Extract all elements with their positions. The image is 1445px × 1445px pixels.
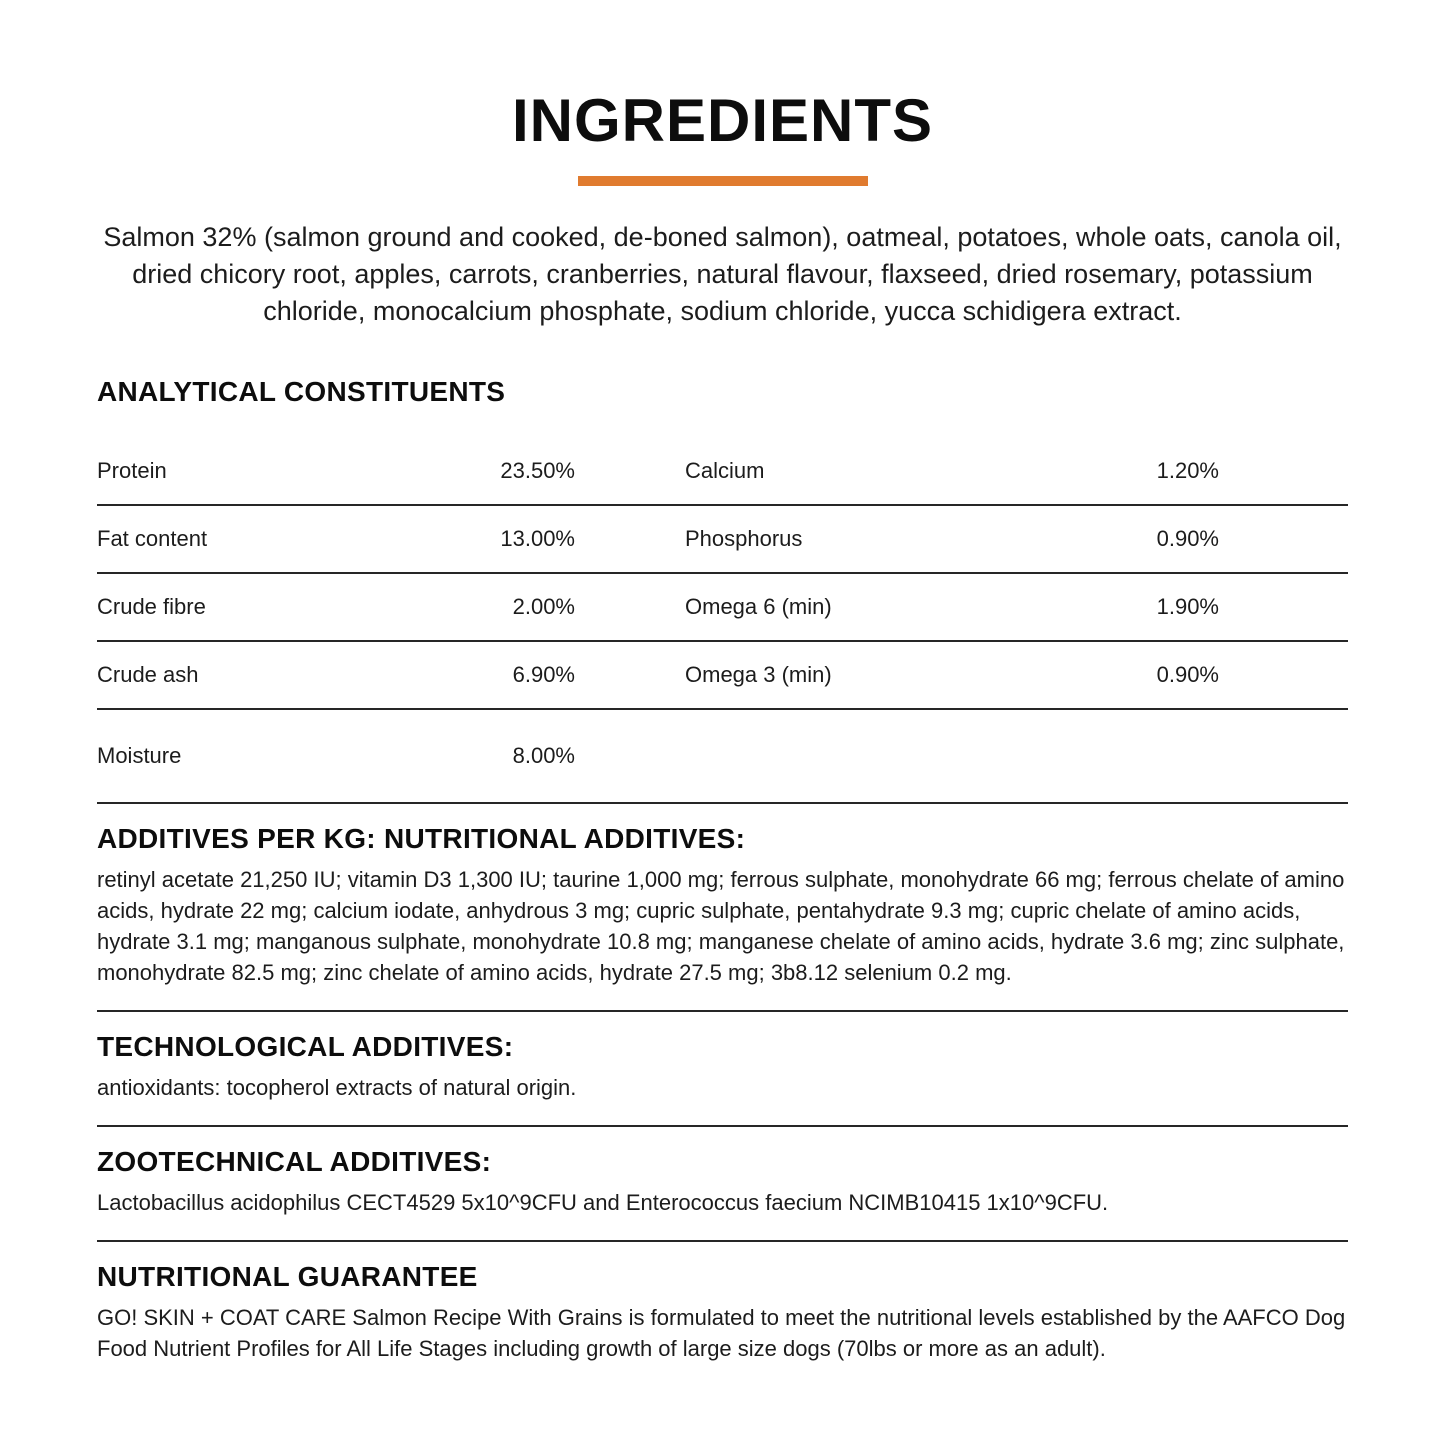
nutrient-value: 13.00%	[500, 526, 575, 551]
nutrient-value: 6.90%	[512, 662, 575, 687]
page-title: INGREDIENTS	[511, 87, 934, 154]
table-pair-left	[97, 662, 575, 688]
section-body: GO! SKIN + COAT CARE Salmon Recipe With Grains is formulated to meet the nutritional levels established by the AAFCO Dog Food Nutrient Profiles for All Life Stages including growth of large size dogs (70lbs or more as an adult).	[97, 1305, 1346, 1361]
section-heading: ZOOTECHNICAL ADDITIVES:	[97, 1146, 492, 1177]
ingredients-paragraph: Salmon 32% (salmon ground and cooked, de-boned salmon), oatmeal, potatoes, whole oats, canola oil, dried chicory root, apples, carrots, cranberries, natural flavour, flaxseed, dried rosemary, potassium chloride, monocalcium phosphate, sodium chloride, yucca schidigera extract.	[103, 222, 1342, 326]
table-row	[97, 710, 1348, 804]
nutrient-label: Crude fibre	[97, 594, 206, 619]
nutrient-value: 1.90%	[1156, 594, 1219, 619]
analytical-constituents-heading: ANALYTICAL CONSTITUENTS	[97, 376, 506, 407]
nutrient-value: 2.00%	[512, 594, 575, 619]
table-row	[97, 642, 1348, 710]
table-pair-right	[685, 526, 1219, 552]
nutrient-value: 8.00%	[512, 743, 575, 768]
analytical-constituents-table	[97, 438, 1348, 804]
table-pair-left	[97, 458, 575, 484]
nutrient-label: Omega 6 (min)	[685, 594, 832, 619]
nutrient-label: Calcium	[685, 458, 765, 483]
table-pair-left	[97, 594, 575, 620]
nutrient-label: Fat content	[97, 526, 208, 551]
section-heading: TECHNOLOGICAL ADDITIVES:	[97, 1031, 514, 1062]
table-pair-right	[685, 458, 1219, 484]
table-row	[97, 574, 1348, 642]
table-row	[97, 438, 1348, 506]
section-body: antioxidants: tocopherol extracts of natural origin.	[97, 1075, 577, 1100]
section-nutritional-guarantee	[97, 1242, 1348, 1364]
nutrient-label: Phosphorus	[685, 526, 803, 551]
table-pair-left	[97, 526, 575, 552]
orange-divider	[578, 176, 868, 186]
section-zootechnical-additives	[97, 1127, 1348, 1242]
section-nutritional-additives	[97, 804, 1348, 1012]
table-pair-right	[685, 594, 1219, 620]
table-pair-right	[685, 662, 1219, 688]
section-heading: ADDITIVES PER KG: NUTRITIONAL ADDITIVES:	[97, 823, 746, 854]
section-technological-additives	[97, 1012, 1348, 1127]
nutrient-label: Omega 3 (min)	[685, 662, 832, 687]
section-body: retinyl acetate 21,250 IU; vitamin D3 1,300 IU; taurine 1,000 mg; ferrous sulphate, monohydrate 66 mg; ferrous chelate of amino acids, hydrate 22 mg; calcium iodate, anhydrous 3 mg; cupric sulphate, pentahydrate 9.3 mg; cupric chelate of amino acids, hydrate 3.1 mg; manganous sulphate, monohydrate 10.8 mg; manganese chelate of amino acids, hydrate 3.6 mg; zinc sulphate, monohydrate 82.5 mg; zinc chelate of amino acids, hydrate 27.5 mg; 3b8.12 selenium 0.2 mg.	[97, 867, 1345, 985]
nutrient-value: 0.90%	[1156, 526, 1219, 551]
nutrient-label: Protein	[97, 458, 167, 483]
table-row	[97, 506, 1348, 574]
nutrient-label: Moisture	[97, 743, 182, 768]
table-pair-left	[97, 743, 575, 769]
section-heading: NUTRITIONAL GUARANTEE	[97, 1261, 478, 1292]
nutrient-value: 23.50%	[500, 458, 575, 483]
nutrient-label: Crude ash	[97, 662, 199, 687]
nutrient-value: 1.20%	[1156, 458, 1219, 483]
section-body: Lactobacillus acidophilus CECT4529 5x10^9CFU and Enterococcus faecium NCIMB10415 1x10^9CFU.	[97, 1190, 1109, 1215]
nutrient-value: 0.90%	[1156, 662, 1219, 687]
